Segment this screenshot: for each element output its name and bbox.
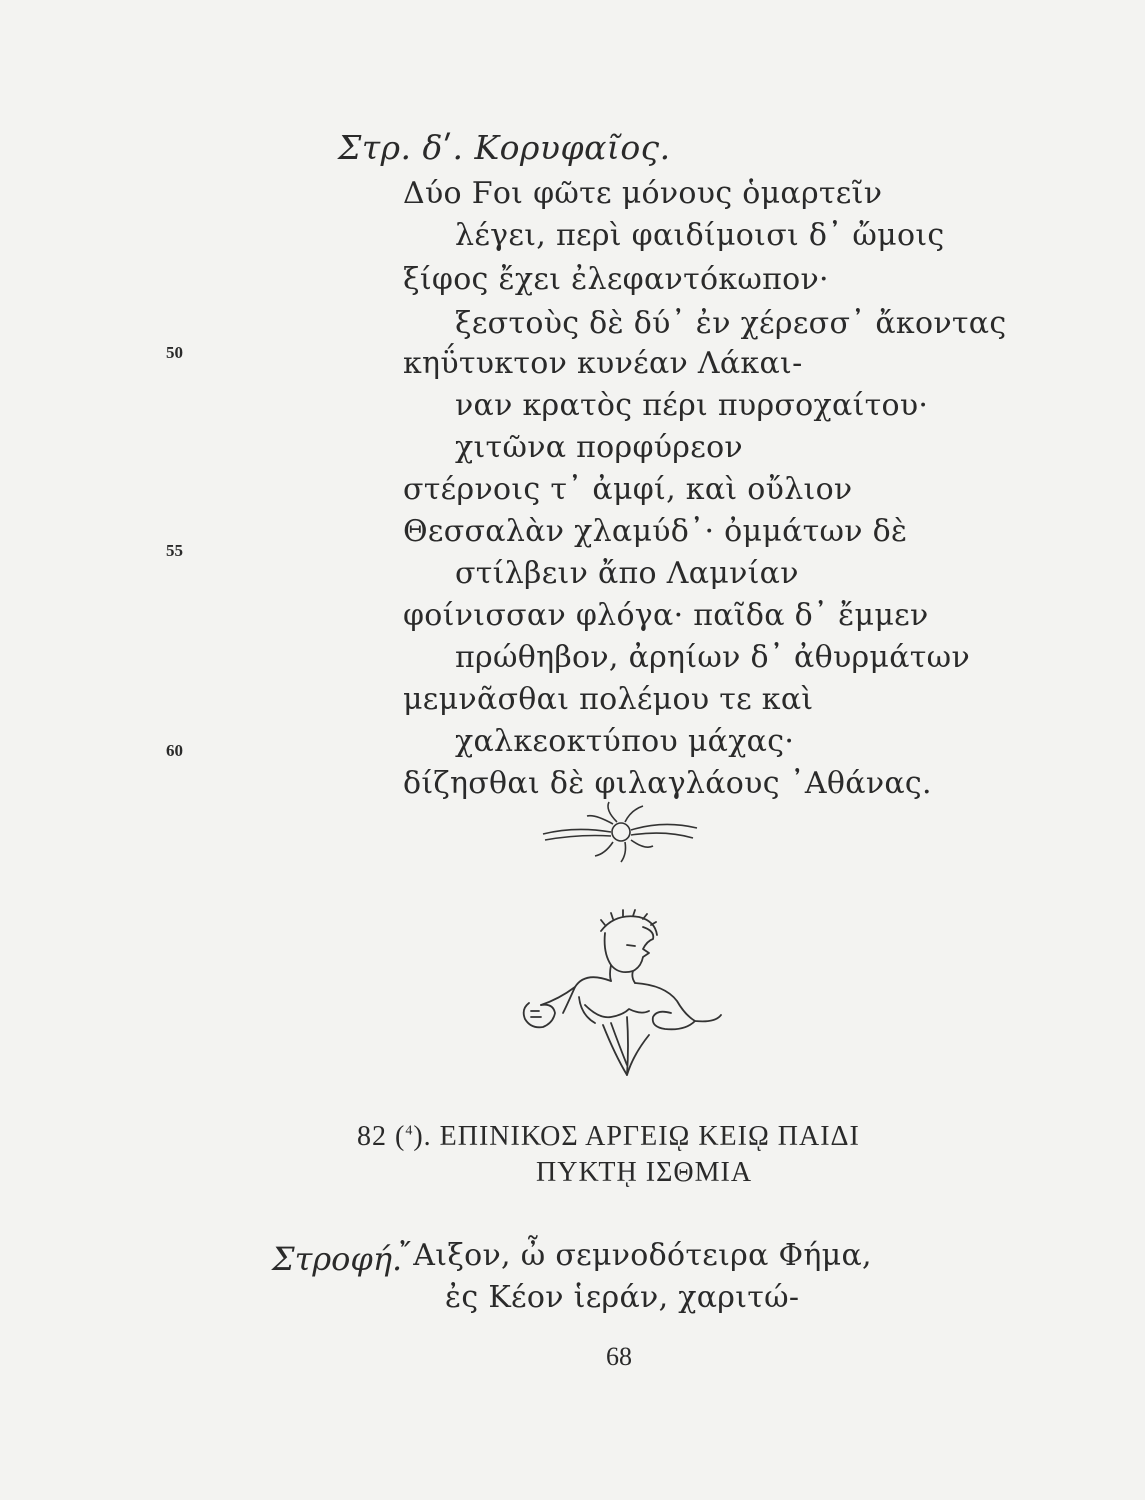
line-number: 60 [166,741,183,760]
sun-ornament-icon [535,800,705,870]
verse-line: ναν κρατὸς πέρι πυρσοχαίτου· [455,388,929,423]
verse-line: στίλβειν ἄπο Λαμνίαν [455,556,799,591]
ode-title [357,1121,860,1153]
verse-line: Δύο Ϝοι φῶτε μόνους ὁμαρτεῖν [403,176,883,211]
athlete-illustration-icon [515,905,745,1085]
verse-line: δίζησθαι δὲ φιλαγλάους ᾽Αθάνας. [403,766,932,801]
strophe-line: ἐς Κέον ἱεράν, χαριτώ- [445,1280,800,1315]
verse-line: κηΰτυκτον κυνέαν Λάκαι- [403,346,803,381]
ode-title-line-1: ). ΕΠΙΝΙΚΟΣ ΑΡΓΕΙῼ ΚΕΙῼ ΠΑΙΔΙ [413,1121,860,1152]
verse-line: ξίφος ἔχει ἐλεφαντόκωπον· [403,262,829,297]
ode-title-line-2: ΠΥΚΤῌ ΙΣΘΜΙΑ [536,1157,753,1188]
strophe-label: Στροφή. [272,1240,403,1278]
strophe-line: ῎Αιξον, ὦ σεμνοδότειρα Φήμα, [398,1238,872,1273]
page-number: 68 [606,1342,632,1371]
line-number: 50 [166,343,183,362]
verse-line: ξεστοὺς δὲ δύ᾽ ἐν χέρεσσ᾽ ἄκοντας [455,306,1007,341]
verse-line: στέρνοις τ᾽ ἀμφί, καὶ οὔλιον [403,472,853,507]
stanza-heading: Στρ. δʹ. Κορυφαῖος. [338,128,671,167]
ode-number: 82 ( [357,1121,406,1152]
line-number: 55 [166,541,183,560]
verse-line: μεμνᾶσθαι πολέμου τε καὶ [403,682,814,717]
verse-line: Θεσσαλὰν χλαμύδ᾽· ὀμμάτων δὲ [403,514,908,549]
verse-line: χιτῶνα πορφύρεον [455,430,743,465]
verse-line: λέγει, περὶ φαιδίμοισι δ᾽ ὤμοις [455,218,945,253]
verse-line: φοίνισσαν φλόγα· παῖδα δ᾽ ἔμμεν [403,598,929,633]
verse-line: πρώθηβον, ἀρηίων δ᾽ ἀθυρμάτων [455,640,970,675]
footnote-marker: 4 [405,1123,414,1139]
verse-line: χαλκεοκτύπου μάχας· [455,724,795,759]
